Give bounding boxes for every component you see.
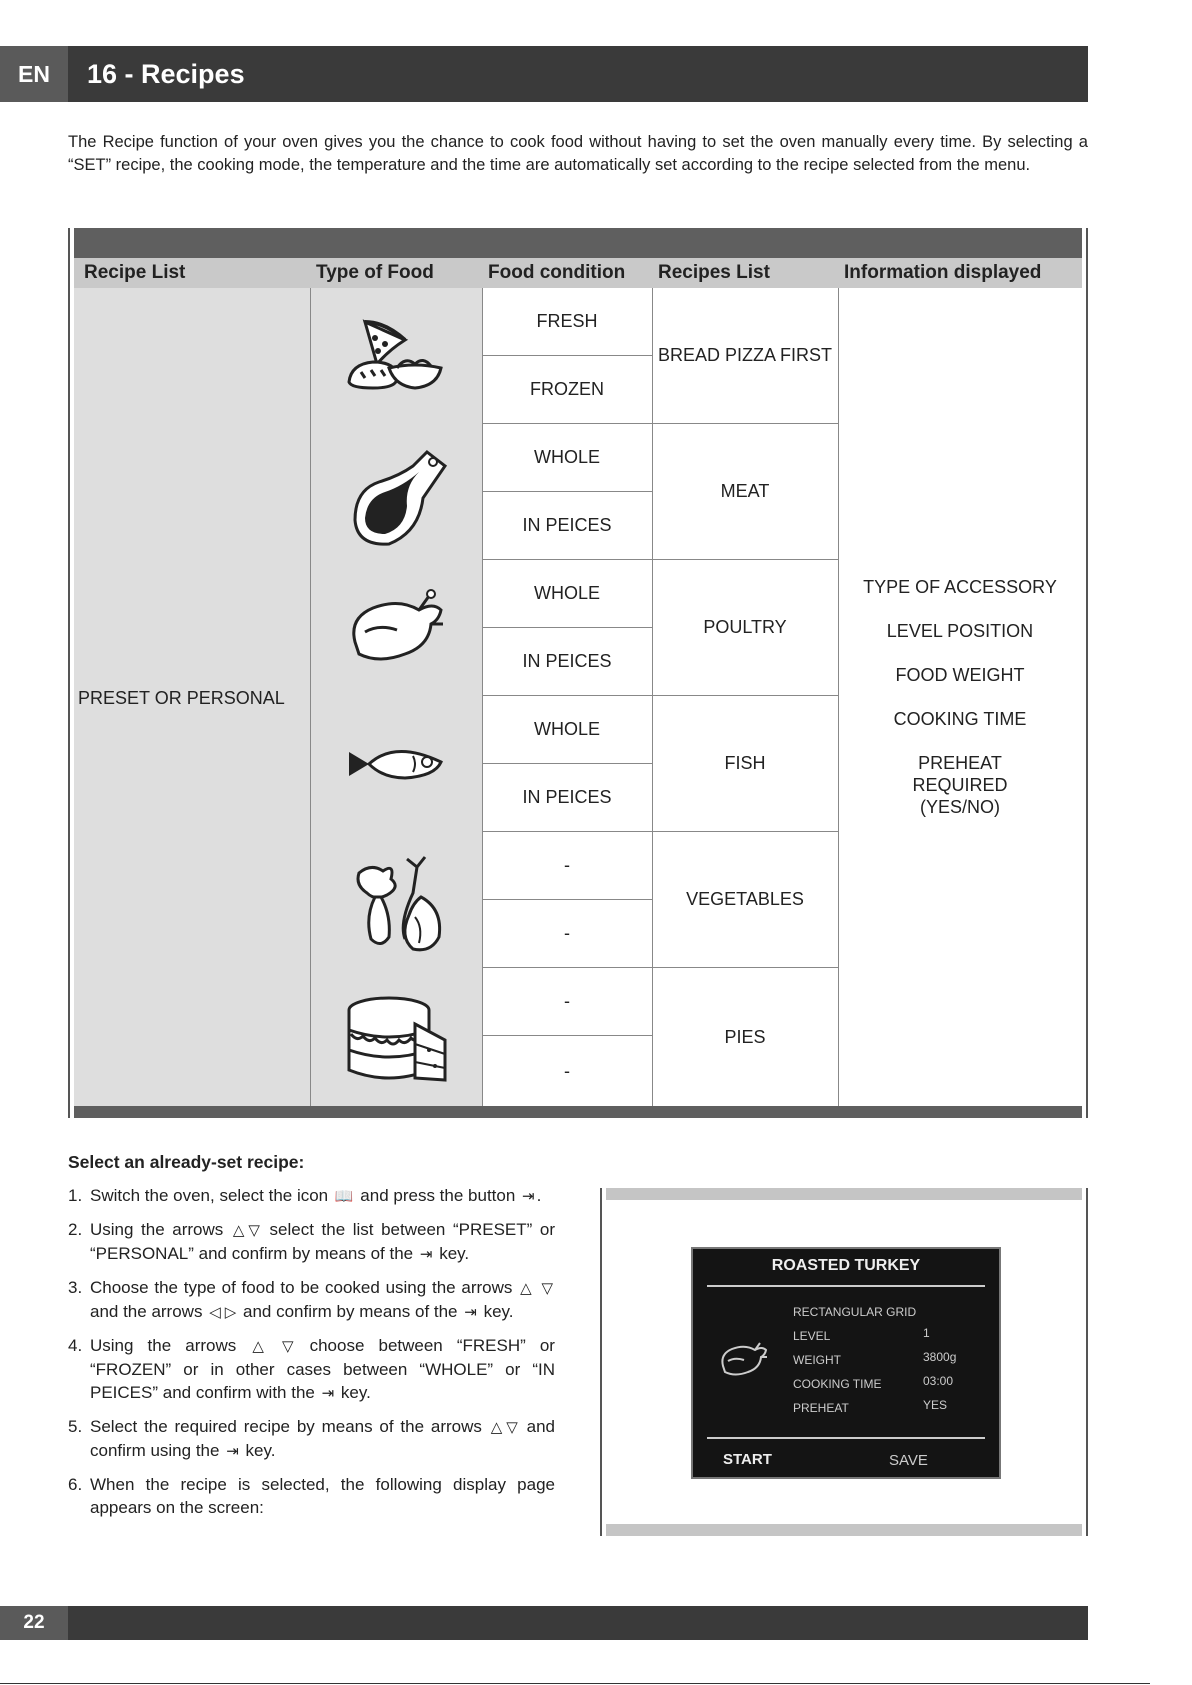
step-number: 3. <box>68 1278 83 1297</box>
cake-pie-icon <box>345 994 449 1086</box>
confirm-key-icon: ⇥ <box>419 1246 433 1263</box>
display-label-preheat: PREHEAT <box>793 1401 849 1415</box>
display-save-button[interactable]: SAVE <box>889 1452 928 1469</box>
recipe-book-icon: 📖 <box>334 1188 354 1205</box>
confirm-key-icon: ⇥ <box>226 1443 239 1460</box>
step-item <box>68 1218 555 1266</box>
confirm-key-icon: ⇥ <box>522 1188 535 1205</box>
food-condition-cell: - <box>482 832 652 900</box>
confirm-key-icon: ⇥ <box>464 1304 477 1321</box>
meat-steak-icon <box>349 446 449 550</box>
step-text: select the list between “PRESET” or “PERSONAL” and confirm by means of the <box>90 1220 555 1263</box>
bottom-rule <box>0 1683 1150 1684</box>
steps-list <box>68 1184 555 1529</box>
recipe-list-value: PRESET OR PERSONAL <box>78 688 285 708</box>
food-condition-cell: WHOLE <box>482 696 652 764</box>
step-number: 6. <box>68 1475 83 1494</box>
display-recipe-title: ROASTED TURKEY <box>771 1257 921 1274</box>
info-item: LEVEL POSITION <box>886 621 1034 641</box>
food-condition-cell: FRESH <box>482 288 652 356</box>
frame-right-border <box>1086 1188 1088 1536</box>
recipe-cell: FISH <box>652 696 838 832</box>
step-text: Select the required recipe by means of the arrows <box>90 1417 482 1436</box>
page-number: 22 <box>0 1606 68 1640</box>
food-condition-cell: WHOLE <box>482 424 652 492</box>
display-label-level: LEVEL <box>793 1329 831 1343</box>
frame-left-border <box>600 1188 602 1536</box>
table-top-bar <box>74 228 1082 258</box>
arrow-up-icon: △ <box>490 1419 503 1436</box>
arrow-up-icon: △ <box>232 1222 245 1239</box>
steps-title: Select an already-set recipe: <box>68 1152 305 1172</box>
column-divider <box>310 288 311 1106</box>
header-recipe-list: Recipe List <box>74 258 310 288</box>
arrow-down-icon: ▽ <box>248 1222 260 1239</box>
arrow-up-icon: △ <box>520 1280 532 1297</box>
pizza-bread-pasta-icon <box>345 316 449 396</box>
arrow-down-icon: ▽ <box>541 1280 553 1297</box>
display-accessory: RECTANGULAR GRID <box>793 1305 917 1319</box>
step-text: and confirm by means of the <box>243 1302 458 1321</box>
display-value-level: 1 <box>923 1326 930 1340</box>
display-value-cooking-time: 03:00 <box>923 1374 954 1388</box>
arrow-left-icon: ◁ <box>209 1304 221 1321</box>
language-badge: EN <box>0 46 68 102</box>
recipe-cell: MEAT <box>652 424 838 560</box>
step-item <box>68 1334 555 1405</box>
oven-display-screen <box>691 1247 1001 1479</box>
step-number: 1. <box>68 1186 83 1205</box>
food-condition-cell: IN PEICES <box>482 628 652 696</box>
step-text: key. <box>245 1441 276 1460</box>
food-condition-cell: - <box>482 968 652 1036</box>
arrow-down-icon: ▽ <box>506 1419 518 1436</box>
step-number: 5. <box>68 1417 83 1436</box>
step-item <box>68 1184 555 1208</box>
display-example-frame <box>600 1188 1088 1536</box>
step-item <box>68 1276 555 1324</box>
recipe-cell: PIES <box>724 1026 766 1047</box>
recipe-cell: VEGETABLES <box>652 832 838 968</box>
arrow-right-icon: ▷ <box>224 1304 237 1321</box>
step-text: key. <box>439 1244 470 1263</box>
step-number: 4. <box>68 1336 83 1355</box>
table-right-border <box>1086 228 1088 1118</box>
step-text: Switch the oven, select the icon <box>90 1186 329 1205</box>
footer-bar <box>68 1606 1088 1640</box>
roasted-turkey-icon <box>715 1339 773 1379</box>
info-item: COOKING TIME <box>893 709 1027 729</box>
step-text: and the arrows <box>90 1302 203 1321</box>
vegetables-icon <box>351 853 447 957</box>
frame-top-bar <box>606 1188 1082 1200</box>
food-condition-cell: IN PEICES <box>482 764 652 832</box>
recipe-table <box>68 228 1088 1118</box>
arrow-down-icon: ▽ <box>281 1338 294 1355</box>
step-text: Using the arrows <box>90 1336 237 1355</box>
table-bottom-bar <box>74 1106 1082 1118</box>
poultry-chicken-icon <box>345 588 449 668</box>
frame-bottom-bar <box>606 1524 1082 1536</box>
header-recipes-list: Recipes List <box>652 258 838 288</box>
display-label-weight: WEIGHT <box>793 1353 841 1367</box>
step-item <box>68 1473 555 1519</box>
header-food-condition: Food condition <box>482 258 652 288</box>
food-condition-cell: - <box>482 900 652 968</box>
step-text: When the recipe is selected, the following display page appears on the screen: <box>90 1475 555 1517</box>
information-displayed-cell <box>838 288 1082 1106</box>
type-of-food-column <box>311 288 482 1106</box>
info-item: TYPE OF ACCESSORY <box>863 577 1057 597</box>
display-value-weight: 3800g <box>923 1350 957 1364</box>
display-start-button[interactable]: START <box>723 1451 772 1468</box>
info-item: PREHEAT REQUIRED (YES/NO) <box>912 753 1008 817</box>
recipe-cell: BREAD PIZZA FIRST <box>652 288 838 424</box>
food-condition-cell: IN PEICES <box>482 492 652 560</box>
arrow-up-icon: △ <box>252 1338 264 1355</box>
recipe-cell: POULTRY <box>652 560 838 696</box>
table-left-border <box>68 228 70 1118</box>
step-number: 2. <box>68 1220 83 1239</box>
food-condition-cell: WHOLE <box>482 560 652 628</box>
intro-paragraph: The Recipe function of your oven gives you the chance to cook food without having to set the oven manually every time. By selecting a “SET” recipe, the cooking mode, the temperature and the time are automatically set according to the recipe selected from the menu. <box>68 133 1088 174</box>
step-text: Using the arrows <box>90 1220 224 1239</box>
food-condition-cell: - <box>564 1060 570 1081</box>
step-text: choose between “FRESH” or “FROZEN” or in other cases between “WHOLE” or “IN PEICES” and confirm with the <box>90 1336 555 1402</box>
step-text: key. <box>340 1383 371 1402</box>
step-text: Choose the type of food to be cooked using the arrows <box>90 1278 513 1297</box>
food-condition-cell: FROZEN <box>482 356 652 424</box>
step-item <box>68 1415 555 1463</box>
header-information-displayed: Information displayed <box>838 258 1082 288</box>
section-title: 16 - Recipes <box>68 46 1088 102</box>
step-text: key. <box>483 1302 514 1321</box>
display-divider <box>707 1437 985 1439</box>
step-text: and press the button <box>360 1186 516 1205</box>
step-text: and confirm using the <box>90 1417 555 1460</box>
header-type-of-food: Type of Food <box>310 258 482 288</box>
fish-icon <box>345 744 449 784</box>
step-text: . <box>536 1186 542 1205</box>
display-value-preheat: YES <box>923 1398 948 1412</box>
display-label-cooking-time: COOKING TIME <box>793 1377 882 1391</box>
info-item: FOOD WEIGHT <box>895 665 1025 685</box>
display-divider <box>707 1285 985 1287</box>
confirm-key-icon: ⇥ <box>321 1385 335 1402</box>
